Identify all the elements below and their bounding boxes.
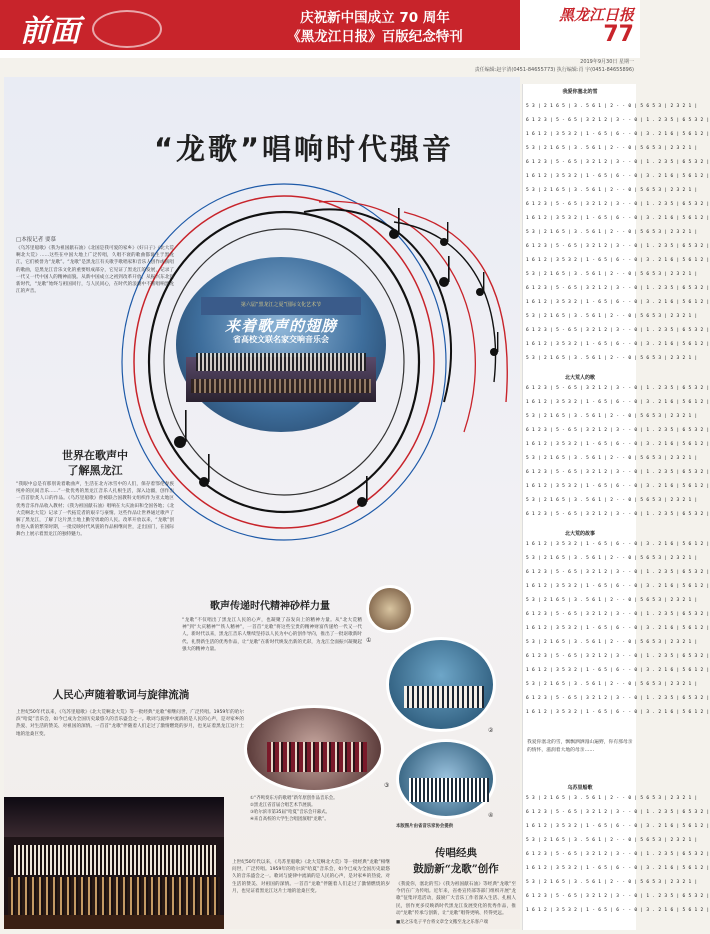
photo-round-2	[386, 637, 496, 732]
section2-column: “龙歌”不仅唱出了黑龙江人民的心声，也凝聚了奋发向上的精神力量。从“北大荒精神”到“大庆精神”“铁人精神”，一首首“龙歌”将这些宝贵的精神财富传递给一代又一代人。新时代以来，黑龙江音乐人继续坚持以人民为中心的创作导向，推出了一批讴歌新时代、礼赞新生活的优秀作品，让“龙歌”在新时代焕发出新的光彩，为龙江全面振兴凝聚起强大的精神力量。	[182, 618, 362, 652]
page-number: 77	[603, 22, 634, 47]
score-line: 1 6 1 2 | 3 5 3 2 | 1 - 6 5 | 6 - - 0 | 3 . 2 1 6 | 5 6 1 2 |	[526, 132, 710, 137]
score-line: 5 3 | 2 1 6 5 | 3 . 5 6 1 | 2 - - 0 | 5 6 5 3 | 2 3 2 1 |	[526, 314, 698, 319]
score-line: 5 3 | 2 1 6 5 | 3 . 5 6 1 | 2 - - 0 | 5 6 5 3 | 2 3 2 1 |	[526, 598, 698, 603]
photo-round-1	[366, 585, 414, 633]
section4-title-line2: 鼓励新“龙歌”创作	[413, 863, 499, 875]
score-line: 1 6 1 2 | 3 5 3 2 | 1 - 6 5 | 6 - - 0 | 3 . 2 1 6 | 5 6 1 2 |	[526, 668, 710, 673]
score-line: 6 1 2 3 | 5 - 6 5 | 3 2 1 2 | 3 - - 0 | 1 . 2 3 5 | 6 5 3 2 |	[526, 244, 710, 249]
score-line: 6 1 2 3 | 5 - 6 5 | 3 2 1 2 | 3 - - 0 | 1 . 2 3 5 | 6 5 3 2 |	[526, 654, 710, 659]
score-line: 1 6 1 2 | 3 5 3 2 | 1 - 6 5 | 6 - - 0 | 3 . 2 1 6 | 5 6 1 2 |	[526, 174, 710, 179]
score-line: 1 6 1 2 | 3 5 3 2 | 1 - 6 5 | 6 - - 0 | 3 . 2 1 6 | 5 6 1 2 |	[526, 584, 710, 589]
masthead	[0, 0, 640, 58]
photo-round-3	[244, 705, 384, 793]
issue-date: 2019年9月30日 星期一	[580, 59, 634, 65]
score-line: 5 3 | 2 1 6 5 | 3 . 5 6 1 | 2 - - 0 | 5 6 5 3 | 2 3 2 1 |	[526, 838, 698, 843]
concert-banner-sub: 省高校文联名家交响音乐会	[233, 335, 329, 344]
score-line: 6 1 2 3 | 5 - 6 5 | 3 2 1 2 | 3 - - 0 | 1 . 2 3 5 | 6 5 3 2 |	[526, 810, 710, 815]
photo-number-3: ③	[384, 782, 390, 789]
section-logo-text: 前面	[20, 14, 80, 49]
score-line: 5 3 | 2 1 6 5 | 3 . 5 6 1 | 2 - - 0 | 5 6 5 3 | 2 3 2 1 |	[526, 188, 698, 193]
score-line: 1 6 1 2 | 3 5 3 2 | 1 - 6 5 | 6 - - 0 | 3 . 2 1 6 | 5 6 1 2 |	[526, 400, 710, 405]
score-line: 6 1 2 3 | 5 - 6 5 | 3 2 1 2 | 3 - - 0 | 1 . 2 3 5 | 6 5 3 2 |	[526, 386, 710, 391]
section3-title: 人民心声随着歌词与旋律流淌	[52, 689, 190, 701]
special-title-line1: 庆祝新中国成立 70 周年	[300, 10, 450, 26]
score-line: 1 6 1 2 | 3 5 3 2 | 1 - 6 5 | 6 - - 0 | 3 . 2 1 6 | 5 6 1 2 |	[526, 626, 710, 631]
score-line: 6 1 2 3 | 5 - 6 5 | 3 2 1 2 | 3 - - 0 | 1 . 2 3 5 | 6 5 3 2 |	[526, 160, 710, 165]
logo-swirl-icon	[92, 10, 162, 48]
score-line: 5 3 | 2 1 6 5 | 3 . 5 6 1 | 2 - - 0 | 5 6 5 3 | 2 3 2 1 |	[526, 146, 698, 151]
score-line: 5 3 | 2 1 6 5 | 3 . 5 6 1 | 2 - - 0 | 5 6 5 3 | 2 3 2 1 |	[526, 640, 698, 645]
score-title: 我爱你塞北的雪	[562, 89, 598, 95]
score-line: 5 3 | 2 1 6 5 | 3 . 5 6 1 | 2 - - 0 | 5 6 5 3 | 2 3 2 1 |	[526, 556, 698, 561]
score-section-title: 乌苏里船歌	[567, 785, 593, 791]
score-line: 6 1 2 3 | 5 - 6 5 | 3 2 1 2 | 3 - - 0 | 1 . 2 3 5 | 6 5 3 2 |	[526, 512, 710, 517]
score-lyrics: 我爱你塞北的雪，飘飘洒洒漫山遍野，你有那母亲的情怀，滋润着大地的母亲……	[527, 740, 633, 753]
intro-column: 《乌苏里船歌》《我为祖国献石油》《北国是我可爱的家乡》《好日子》《北大荒啊北大荒》……这些在中国大地上广泛传唱，久唱不衰的歌曲都诞生于黑龙江，它们被誉为“龙歌”。“龙歌”是黑龙江有关歌手歌唱家和音乐人创作或演唱的歌曲，是黑龙江音乐文化的重要组成部分，它见证了黑龙江的发展，记录了一代又一代中国人的精神面貌。从新中国成立之初到改革开放，从振兴东北到新时代，“龙歌”始终与祖国同行，与人民同心，在时代的浪潮中不断唱响黑龙江的声音。	[16, 246, 174, 295]
photo-round-2-people	[404, 686, 484, 708]
photo-round-4	[396, 739, 496, 819]
score-line: 1 6 1 2 | 3 5 3 2 | 1 - 6 5 | 6 - - 0 | 3 . 2 1 6 | 5 6 1 2 |	[526, 216, 710, 221]
score-line: 6 1 2 3 | 5 - 6 5 | 3 2 1 2 | 3 - - 0 | 1 . 2 3 5 | 6 5 3 2 |	[526, 894, 710, 899]
score-line: 6 1 2 3 | 5 - 6 5 | 3 2 1 2 | 3 - - 0 | 1 . 2 3 5 | 6 5 3 2 |	[526, 696, 710, 701]
score-line: 1 6 1 2 | 3 5 3 2 | 1 - 6 5 | 6 - - 0 | 3 . 2 1 6 | 5 6 1 2 |	[526, 300, 710, 305]
score-line: 1 6 1 2 | 3 5 3 2 | 1 - 6 5 | 6 - - 0 | 3 . 2 1 6 | 5 6 1 2 |	[526, 866, 710, 871]
section1-title-line2: 了解黑龙江	[67, 464, 123, 477]
score-line: 1 6 1 2 | 3 5 3 2 | 1 - 6 5 | 6 - - 0 | 3 . 2 1 6 | 5 6 1 2 |	[526, 484, 710, 489]
score-line: 1 6 1 2 | 3 5 3 2 | 1 - 6 5 | 6 - - 0 | 3 . 2 1 6 | 5 6 1 2 |	[526, 710, 710, 715]
section-logo	[14, 4, 254, 48]
score-line: 5 3 | 2 1 6 5 | 3 . 5 6 1 | 2 - - 0 | 5 6 5 3 | 2 3 2 1 |	[526, 272, 698, 277]
score-line: 1 6 1 2 | 3 5 3 2 | 1 - 6 5 | 6 - - 0 | 3 . 2 1 6 | 5 6 1 2 |	[526, 824, 710, 829]
score-line: 6 1 2 3 | 5 - 6 5 | 3 2 1 2 | 3 - - 0 | 1 . 2 3 5 | 6 5 3 2 |	[526, 428, 710, 433]
sidebar-note: ■龙之乐电子平台将文章全文搬至龙之乐客户端	[396, 920, 488, 925]
concert-chorus	[196, 353, 366, 371]
photo-round-3-people	[267, 742, 367, 772]
byline: □本报记者 要慕	[16, 237, 56, 243]
photo-credit: 本版图片由省音乐家协会提供	[396, 824, 454, 829]
section4-column-right: 《我爱你，塞北的雪》《我为祖国献石油》等经典“龙歌”至今仍在广为传唱。近年来，省委宣传部等部门组织开展“龙歌”征集评选活动，鼓励广大音乐工作者深入生活、扎根人民，创作更多反映新时代黑龙江发展变化的优秀作品，推动“龙歌”传承与创新，让“龙歌”唱得更响、传得更远。	[396, 882, 516, 916]
photo-round-4-people	[409, 778, 489, 802]
score-line: 5 3 | 2 1 6 5 | 3 . 5 6 1 | 2 - - 0 | 5 6 5 3 | 2 3 2 1 |	[526, 356, 698, 361]
score-line: 6 1 2 3 | 5 - 6 5 | 3 2 1 2 | 3 - - 0 | 1 . 2 3 5 | 6 5 3 2 |	[526, 286, 710, 291]
concert-banner-top-text: 第六届“黑龙江之夏”国际文化艺术节	[240, 302, 322, 308]
music-score-sidebar	[522, 84, 710, 930]
paper-name: 黑龙江日报	[558, 6, 634, 24]
score-line: 6 1 2 3 | 5 - 6 5 | 3 2 1 2 | 3 - - 0 | 1 . 2 3 5 | 6 5 3 2 |	[526, 202, 710, 207]
score-line: 5 3 | 2 1 6 5 | 3 . 5 6 1 | 2 - - 0 | 5 6 5 3 | 2 3 2 1 |	[526, 498, 698, 503]
score-line: 5 3 | 2 1 6 5 | 3 . 5 6 1 | 2 - - 0 | 5 6 5 3 | 2 3 2 1 |	[526, 682, 698, 687]
section3-column: 上世纪50年代以来，《乌苏里船歌》《北大荒啊北大荒》等一批经典“龙歌”相继问世，广泛传唱。1959年的哈尔滨“哈夏”音乐会，如今已成为全国历史最悠久的音乐盛会之一。歌词与旋律中流淌的是人民的心声，是对家乡的热爱、对生活的赞美、对祖国的深情。一首首“龙歌”伴随着人们走过了激情燃烧的岁月，也见证着黑龙江这片土地的沧桑巨变。	[16, 710, 244, 737]
section2-title: 歌声传递时代精神砂样力量	[210, 601, 330, 612]
score-line: 1 6 1 2 | 3 5 3 2 | 1 - 6 5 | 6 - - 0 | 3 . 2 1 6 | 5 6 1 2 |	[526, 258, 710, 263]
score-line: 6 1 2 3 | 5 - 6 5 | 3 2 1 2 | 3 - - 0 | 1 . 2 3 5 | 6 5 3 2 |	[526, 118, 710, 123]
section4-title-line1: 传唱经典	[435, 847, 477, 859]
orchestra-photo	[4, 797, 224, 929]
score-section-title: 北大荒的故事	[564, 531, 595, 537]
photo-number-2: ②	[488, 727, 494, 734]
score-section-title: 北大荒人的歌	[564, 375, 595, 381]
concert-orchestra	[191, 379, 371, 393]
section1-title-line1: 世界在歌声中	[62, 449, 128, 462]
orchestra-players	[8, 877, 220, 917]
concert-banner-main: 来着歌声的翅膀	[224, 317, 337, 335]
score-line: 5 3 | 2 1 6 5 | 3 . 5 6 1 | 2 - - 0 | 5 6 5 3 | 2 3 2 1 |	[526, 456, 698, 461]
score-line: 6 1 2 3 | 5 - 6 5 | 3 2 1 2 | 3 - - 0 | 1 . 2 3 5 | 6 5 3 2 |	[526, 852, 710, 857]
score-line: 1 6 1 2 | 3 5 3 2 | 1 - 6 5 | 6 - - 0 | 3 . 2 1 6 | 5 6 1 2 |	[526, 908, 710, 913]
orchestra-chorus	[12, 845, 217, 875]
editors-line: 责任编辑:赵宇清(0451-84655773) 执行编辑:肖 宇(0451-84655896)	[474, 67, 634, 73]
concert-photo	[176, 257, 386, 432]
orchestra-lights	[4, 797, 224, 837]
score-line: 6 1 2 3 | 5 - 6 5 | 3 2 1 2 | 3 - - 0 | 1 . 2 3 5 | 6 5 3 2 |	[526, 570, 710, 575]
score-line: 6 1 2 3 | 5 - 6 5 | 3 2 1 2 | 3 - - 0 | 1 . 2 3 5 | 6 5 3 2 |	[526, 470, 710, 475]
section4-column-left: 上世纪50年代以来，《乌苏里船歌》《北大荒啊北大荒》等一批经典“龙歌”相继问世，广泛传唱。1959年的哈尔滨“哈夏”音乐会，如今已成为全国历史最悠久的音乐盛会之一。歌词与旋律中流淌的是人民的心声，是对家乡的热爱、对生活的赞美、对祖国的深情。一首首“龙歌”伴随着人们走过了激情燃烧的岁月，也见证着黑龙江这片土地的沧桑巨变。	[232, 860, 390, 894]
score-line: 6 1 2 3 | 5 - 6 5 | 3 2 1 2 | 3 - - 0 | 1 . 2 3 5 | 6 5 3 2 |	[526, 612, 710, 617]
photo-captions: ①“齐鸣奏东方的歌唱”新年原创作品音乐会。 ②黑龙江省首届合唱艺术节展演。 ③哈尔滨市第35届“哈夏”音乐会开幕式。 ④来自高校的大学生合唱团演唱“龙歌”。	[250, 796, 338, 822]
score-line: 5 3 | 2 1 6 5 | 3 . 5 6 1 | 2 - - 0 | 5 6 5 3 | 2 3 2 1 |	[526, 414, 698, 419]
score-line: 1 6 1 2 | 3 5 3 2 | 1 - 6 5 | 6 - - 0 | 3 . 2 1 6 | 5 6 1 2 |	[526, 542, 710, 547]
main-article-area	[4, 77, 520, 929]
special-title-line2: 《黑龙江日报》百版纪念特刊	[287, 29, 463, 45]
score-line: 5 3 | 2 1 6 5 | 3 . 5 6 1 | 2 - - 0 | 5 6 5 3 | 2 3 2 1 |	[526, 104, 698, 109]
music-notes-icon	[384, 202, 514, 462]
score-line: 5 3 | 2 1 6 5 | 3 . 5 6 1 | 2 - - 0 | 5 6 5 3 | 2 3 2 1 |	[526, 796, 698, 801]
score-line: 6 1 2 3 | 5 - 6 5 | 3 2 1 2 | 3 - - 0 | 1 . 2 3 5 | 6 5 3 2 |	[526, 328, 710, 333]
orchestra-floor	[4, 915, 224, 929]
section1-column: “我眼中总是有那别说着歌曲声，生活在北方冰雪中的人们，保存着鄂伦春族纯朴的民间音乐……”一批优秀的黑龙江音乐人扎根生活，深入边疆，创作出一首首脍炙人口的作品。《乌苏里船歌》曾被联合国教科文组织作为亚太地区优秀音乐作品收入教材；《我为祖国献石油》唱响在大庆油田和全国各地；《北大荒啊北大荒》记录了一代拓荒者的艰辛与豪情。这些作品让世界通过歌声了解了黑龙江，了解了这片黑土地上勤劳勇敢的人民。改革开放以来，“龙歌”创作进入新的繁荣时期，一批反映时代风貌的作品相继问世，走出国门，在国际舞台上展示着黑龙江的独特魅力。	[16, 482, 174, 538]
score-line: 1 6 1 2 | 3 5 3 2 | 1 - 6 5 | 6 - - 0 | 3 . 2 1 6 | 5 6 1 2 |	[526, 342, 710, 347]
score-line: 5 3 | 2 1 6 5 | 3 . 5 6 1 | 2 - - 0 | 5 6 5 3 | 2 3 2 1 |	[526, 880, 698, 885]
score-line: 1 6 1 2 | 3 5 3 2 | 1 - 6 5 | 6 - - 0 | 3 . 2 1 6 | 5 6 1 2 |	[526, 442, 710, 447]
photo-number-1: ①	[366, 637, 372, 644]
score-line: 5 3 | 2 1 6 5 | 3 . 5 6 1 | 2 - - 0 | 5 6 5 3 | 2 3 2 1 |	[526, 230, 698, 235]
photo-number-4: ④	[488, 812, 494, 819]
page-headline: “龙歌”唱响时代强音	[153, 132, 455, 166]
